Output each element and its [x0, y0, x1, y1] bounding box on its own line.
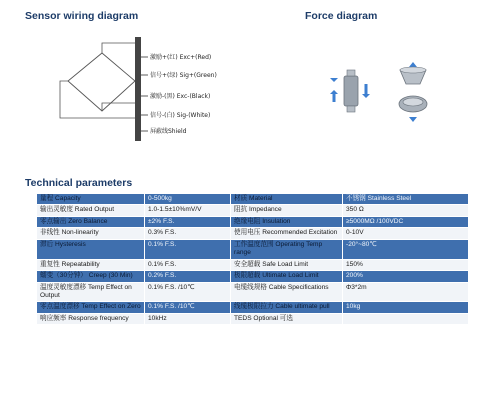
table-row [37, 282, 469, 302]
wire-label-exc-plus: 激励+(红) Exc+(Red) [150, 54, 212, 61]
technical-parameters-title: Technical parameters [25, 177, 133, 189]
technical-parameters-table [36, 193, 469, 325]
param-value: 0.1% F.S. /10℃ [145, 302, 231, 313]
param-value: ±2% F.S. [145, 216, 231, 227]
param-name: 零点输出 Zero Balance [37, 216, 145, 227]
param-value: 150% [343, 259, 469, 270]
wire-label-shield: 屏蔽线Shield [150, 128, 187, 135]
force-diagram-title: Force diagram [305, 10, 378, 22]
param-value: -20°~80℃ [343, 239, 469, 259]
param-value: 0.1% F.S. [145, 239, 231, 259]
param-value: Φ3*2m [343, 282, 469, 302]
param-name: 滞后 Hysteresis [37, 239, 145, 259]
table-row [37, 228, 469, 239]
param-name: 电缆线规格 Cable Specifications [231, 282, 343, 302]
table-row [37, 302, 469, 313]
cable-bundle [135, 37, 141, 141]
wire-label-sig-plus: 信号+(绿) Sig+(Green) [150, 72, 217, 79]
force-arrow-down-icon [362, 84, 370, 98]
force-sensor-top-views [399, 62, 427, 122]
param-name: 极限超载 Ultimate Load Limit [231, 271, 343, 282]
wiring-diagram [40, 33, 300, 143]
param-name: 响应频率 Response frequency [37, 313, 145, 324]
param-name: 重复性 Repeatability [37, 259, 145, 270]
force-arrow-top-icon [409, 62, 417, 67]
param-name: TEDS Optional 可选 [231, 313, 343, 324]
table-row [37, 239, 469, 259]
param-value: 10kg [343, 302, 469, 313]
param-value: 不锈钢 Stainless Steel [343, 194, 469, 205]
force-arrow-bottom-icon [409, 117, 417, 122]
param-value: 0-500kg [145, 194, 231, 205]
param-name: 使用电压 Recommended Excitation [231, 228, 343, 239]
param-name: 非线性 Non-linearity [37, 228, 145, 239]
bridge-lead-left [60, 81, 138, 118]
param-value: 0.1% F.S. [145, 259, 231, 270]
table-row [37, 194, 469, 205]
force-sensor-side-view [330, 70, 370, 112]
bridge-lead-bottom [102, 103, 138, 111]
force-arrow-up-icon [330, 90, 338, 102]
param-value: 0.1% F.S. /10℃ [145, 282, 231, 302]
param-name: 阻抗 Impedance [231, 205, 343, 216]
param-name: 材质 Material [231, 194, 343, 205]
table-row [37, 313, 469, 324]
wheatstone-bridge [68, 53, 135, 111]
param-name: 线缆极限拉力 Cable ultimate pull [231, 302, 343, 313]
param-value: 0-10V [343, 228, 469, 239]
param-value: 1.0-1.5±10%mV/V [145, 205, 231, 216]
param-name: 温度灵敏度漂移 Temp Effect on Output [37, 282, 145, 302]
wire-label-exc-minus: 激励-(黑) Exc-(Black) [150, 93, 211, 100]
wire-label-sig-minus: 信号-(白) Sig-(White) [150, 112, 211, 119]
wiring-diagram-title: Sensor wiring diagram [25, 10, 139, 22]
param-value [343, 313, 469, 324]
table-row [37, 259, 469, 270]
bridge-lead-top [102, 43, 138, 53]
param-name: 安全超载 Safe Load Limit [231, 259, 343, 270]
param-value: 0.2% F.S. [145, 271, 231, 282]
table-row [37, 205, 469, 216]
param-value: 350 Ω [343, 205, 469, 216]
table-row [37, 271, 469, 282]
sensor-cylinder-icon [344, 76, 358, 106]
param-name: 绝缘电阻 Insulation [231, 216, 343, 227]
param-name: 量程 Capacity [37, 194, 145, 205]
table-row [37, 216, 469, 227]
param-name: 零点温度漂移 Temp Effect on Zero [37, 302, 145, 313]
param-name: 输出灵敏度 Rated Output [37, 205, 145, 216]
param-value: 0.3% F.S. [145, 228, 231, 239]
param-value: ≥5000MΩ /100VDC [343, 216, 469, 227]
param-name: 工作温度范围 Operating Temp range [231, 239, 343, 259]
param-name: 蠕变（30分钟） Creep (30 Min) [37, 271, 145, 282]
param-value: 200% [343, 271, 469, 282]
param-value: 10kHz [145, 313, 231, 324]
force-diagram [318, 62, 458, 122]
